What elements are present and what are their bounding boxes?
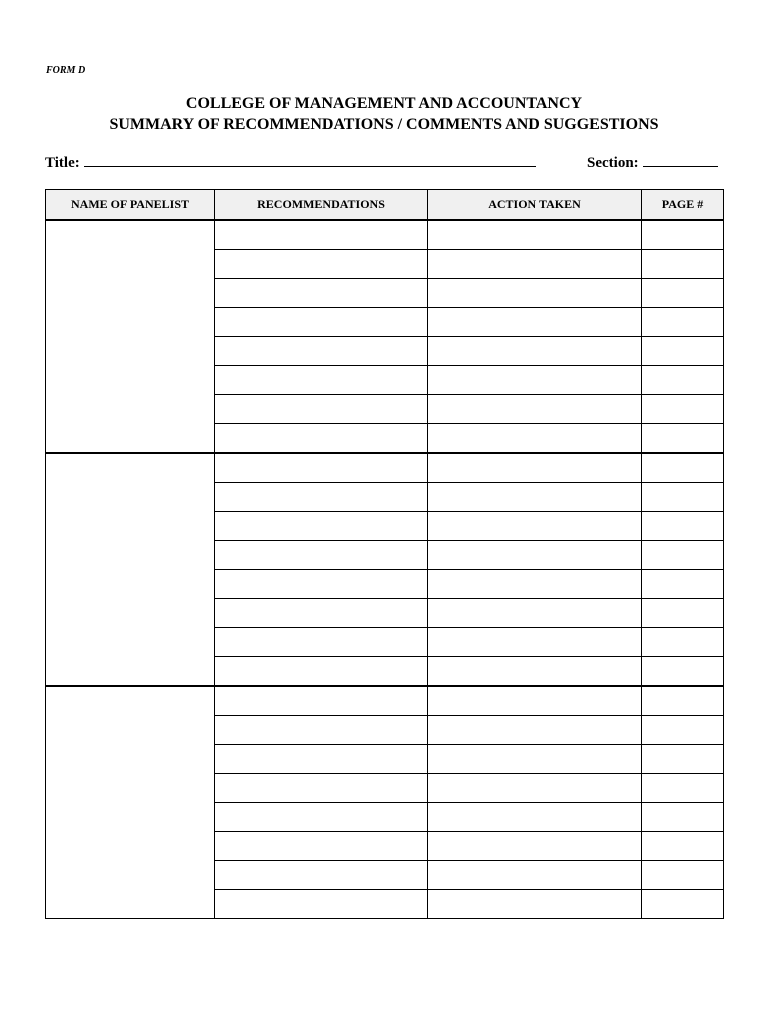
page-number-cell[interactable] — [642, 541, 724, 570]
recommendations-table — [45, 189, 724, 919]
recommendation-cell[interactable] — [215, 686, 428, 716]
recommendation-cell[interactable] — [215, 250, 428, 279]
action-taken-cell[interactable] — [428, 483, 642, 512]
recommendation-cell[interactable] — [215, 220, 428, 250]
action-taken-cell[interactable] — [428, 250, 642, 279]
page-number-cell[interactable] — [642, 250, 724, 279]
recommendation-cell[interactable] — [215, 657, 428, 687]
recommendation-cell[interactable] — [215, 599, 428, 628]
action-taken-cell[interactable] — [428, 686, 642, 716]
action-taken-cell[interactable] — [428, 512, 642, 541]
page-number-cell[interactable] — [642, 337, 724, 366]
form-heading: SUMMARY OF RECOMMENDATIONS / COMMENTS AND SUGGESTIONS — [109, 116, 659, 133]
page-number-cell[interactable] — [642, 599, 724, 628]
action-taken-cell[interactable] — [428, 453, 642, 483]
page-number-cell[interactable] — [642, 657, 724, 687]
action-taken-cell[interactable] — [428, 570, 642, 599]
page-number-cell[interactable] — [642, 308, 724, 337]
table-row — [46, 686, 724, 716]
action-taken-cell[interactable] — [428, 541, 642, 570]
page-number-cell[interactable] — [642, 424, 724, 454]
recommendation-cell[interactable] — [215, 395, 428, 424]
page-number-cell[interactable] — [642, 890, 724, 919]
page-number-cell[interactable] — [642, 716, 724, 745]
recommendation-cell[interactable] — [215, 308, 428, 337]
title-field[interactable] — [45, 152, 536, 172]
panelist-name-cell[interactable] — [46, 686, 215, 919]
page-number-cell[interactable] — [642, 453, 724, 483]
recommendation-cell[interactable] — [215, 716, 428, 745]
action-taken-cell[interactable] — [428, 861, 642, 890]
table-header-row — [46, 190, 724, 221]
action-taken-cell[interactable] — [428, 774, 642, 803]
recommendation-cell[interactable] — [215, 803, 428, 832]
recommendation-cell[interactable] — [215, 628, 428, 657]
recommendation-cell[interactable] — [215, 279, 428, 308]
column-header-action-taken: ACTION TAKEN — [428, 190, 642, 221]
table-row — [46, 220, 724, 250]
section-label: Section: — [587, 155, 639, 171]
page-number-cell[interactable] — [642, 832, 724, 861]
recommendation-cell[interactable] — [215, 890, 428, 919]
page-number-cell[interactable] — [642, 861, 724, 890]
recommendation-cell[interactable] — [215, 774, 428, 803]
recommendation-cell[interactable] — [215, 861, 428, 890]
page-number-cell[interactable] — [642, 366, 724, 395]
action-taken-cell[interactable] — [428, 599, 642, 628]
college-heading: COLLEGE OF MANAGEMENT AND ACCOUNTANCY — [185, 95, 583, 112]
recommendation-cell[interactable] — [215, 832, 428, 861]
action-taken-cell[interactable] — [428, 366, 642, 395]
recommendation-cell[interactable] — [215, 541, 428, 570]
page-number-cell[interactable] — [642, 512, 724, 541]
action-taken-cell[interactable] — [428, 308, 642, 337]
page-number-cell[interactable] — [642, 628, 724, 657]
page-number-cell[interactable] — [642, 483, 724, 512]
recommendation-cell[interactable] — [215, 512, 428, 541]
recommendation-cell[interactable] — [215, 570, 428, 599]
column-header-page-number: PAGE # — [642, 190, 724, 221]
title-blank-line[interactable] — [84, 152, 536, 167]
action-taken-cell[interactable] — [428, 716, 642, 745]
recommendation-cell[interactable] — [215, 366, 428, 395]
page-number-cell[interactable] — [642, 803, 724, 832]
recommendation-cell[interactable] — [215, 745, 428, 774]
page-number-cell[interactable] — [642, 395, 724, 424]
page-number-cell[interactable] — [642, 745, 724, 774]
recommendation-cell[interactable] — [215, 424, 428, 454]
action-taken-cell[interactable] — [428, 803, 642, 832]
table-row — [46, 453, 724, 483]
column-header-name-of-panelist: NAME OF PANELIST — [46, 190, 215, 221]
action-taken-cell[interactable] — [428, 424, 642, 454]
section-blank-line[interactable] — [643, 152, 718, 167]
action-taken-cell[interactable] — [428, 832, 642, 861]
action-taken-cell[interactable] — [428, 657, 642, 687]
action-taken-cell[interactable] — [428, 745, 642, 774]
form-code: FORM D — [46, 65, 86, 76]
action-taken-cell[interactable] — [428, 220, 642, 250]
action-taken-cell[interactable] — [428, 395, 642, 424]
recommendation-cell[interactable] — [215, 483, 428, 512]
page-number-cell[interactable] — [642, 220, 724, 250]
panelist-name-cell[interactable] — [46, 220, 215, 453]
action-taken-cell[interactable] — [428, 337, 642, 366]
table-body — [46, 220, 724, 919]
recommendation-cell[interactable] — [215, 337, 428, 366]
action-taken-cell[interactable] — [428, 628, 642, 657]
panelist-name-cell[interactable] — [46, 453, 215, 686]
recommendation-cell[interactable] — [215, 453, 428, 483]
section-field[interactable] — [587, 152, 718, 172]
column-header-recommendations: RECOMMENDATIONS — [215, 190, 428, 221]
page-number-cell[interactable] — [642, 686, 724, 716]
action-taken-cell[interactable] — [428, 890, 642, 919]
page-number-cell[interactable] — [642, 570, 724, 599]
title-label: Title: — [45, 155, 80, 171]
action-taken-cell[interactable] — [428, 279, 642, 308]
page-number-cell[interactable] — [642, 774, 724, 803]
page-number-cell[interactable] — [642, 279, 724, 308]
